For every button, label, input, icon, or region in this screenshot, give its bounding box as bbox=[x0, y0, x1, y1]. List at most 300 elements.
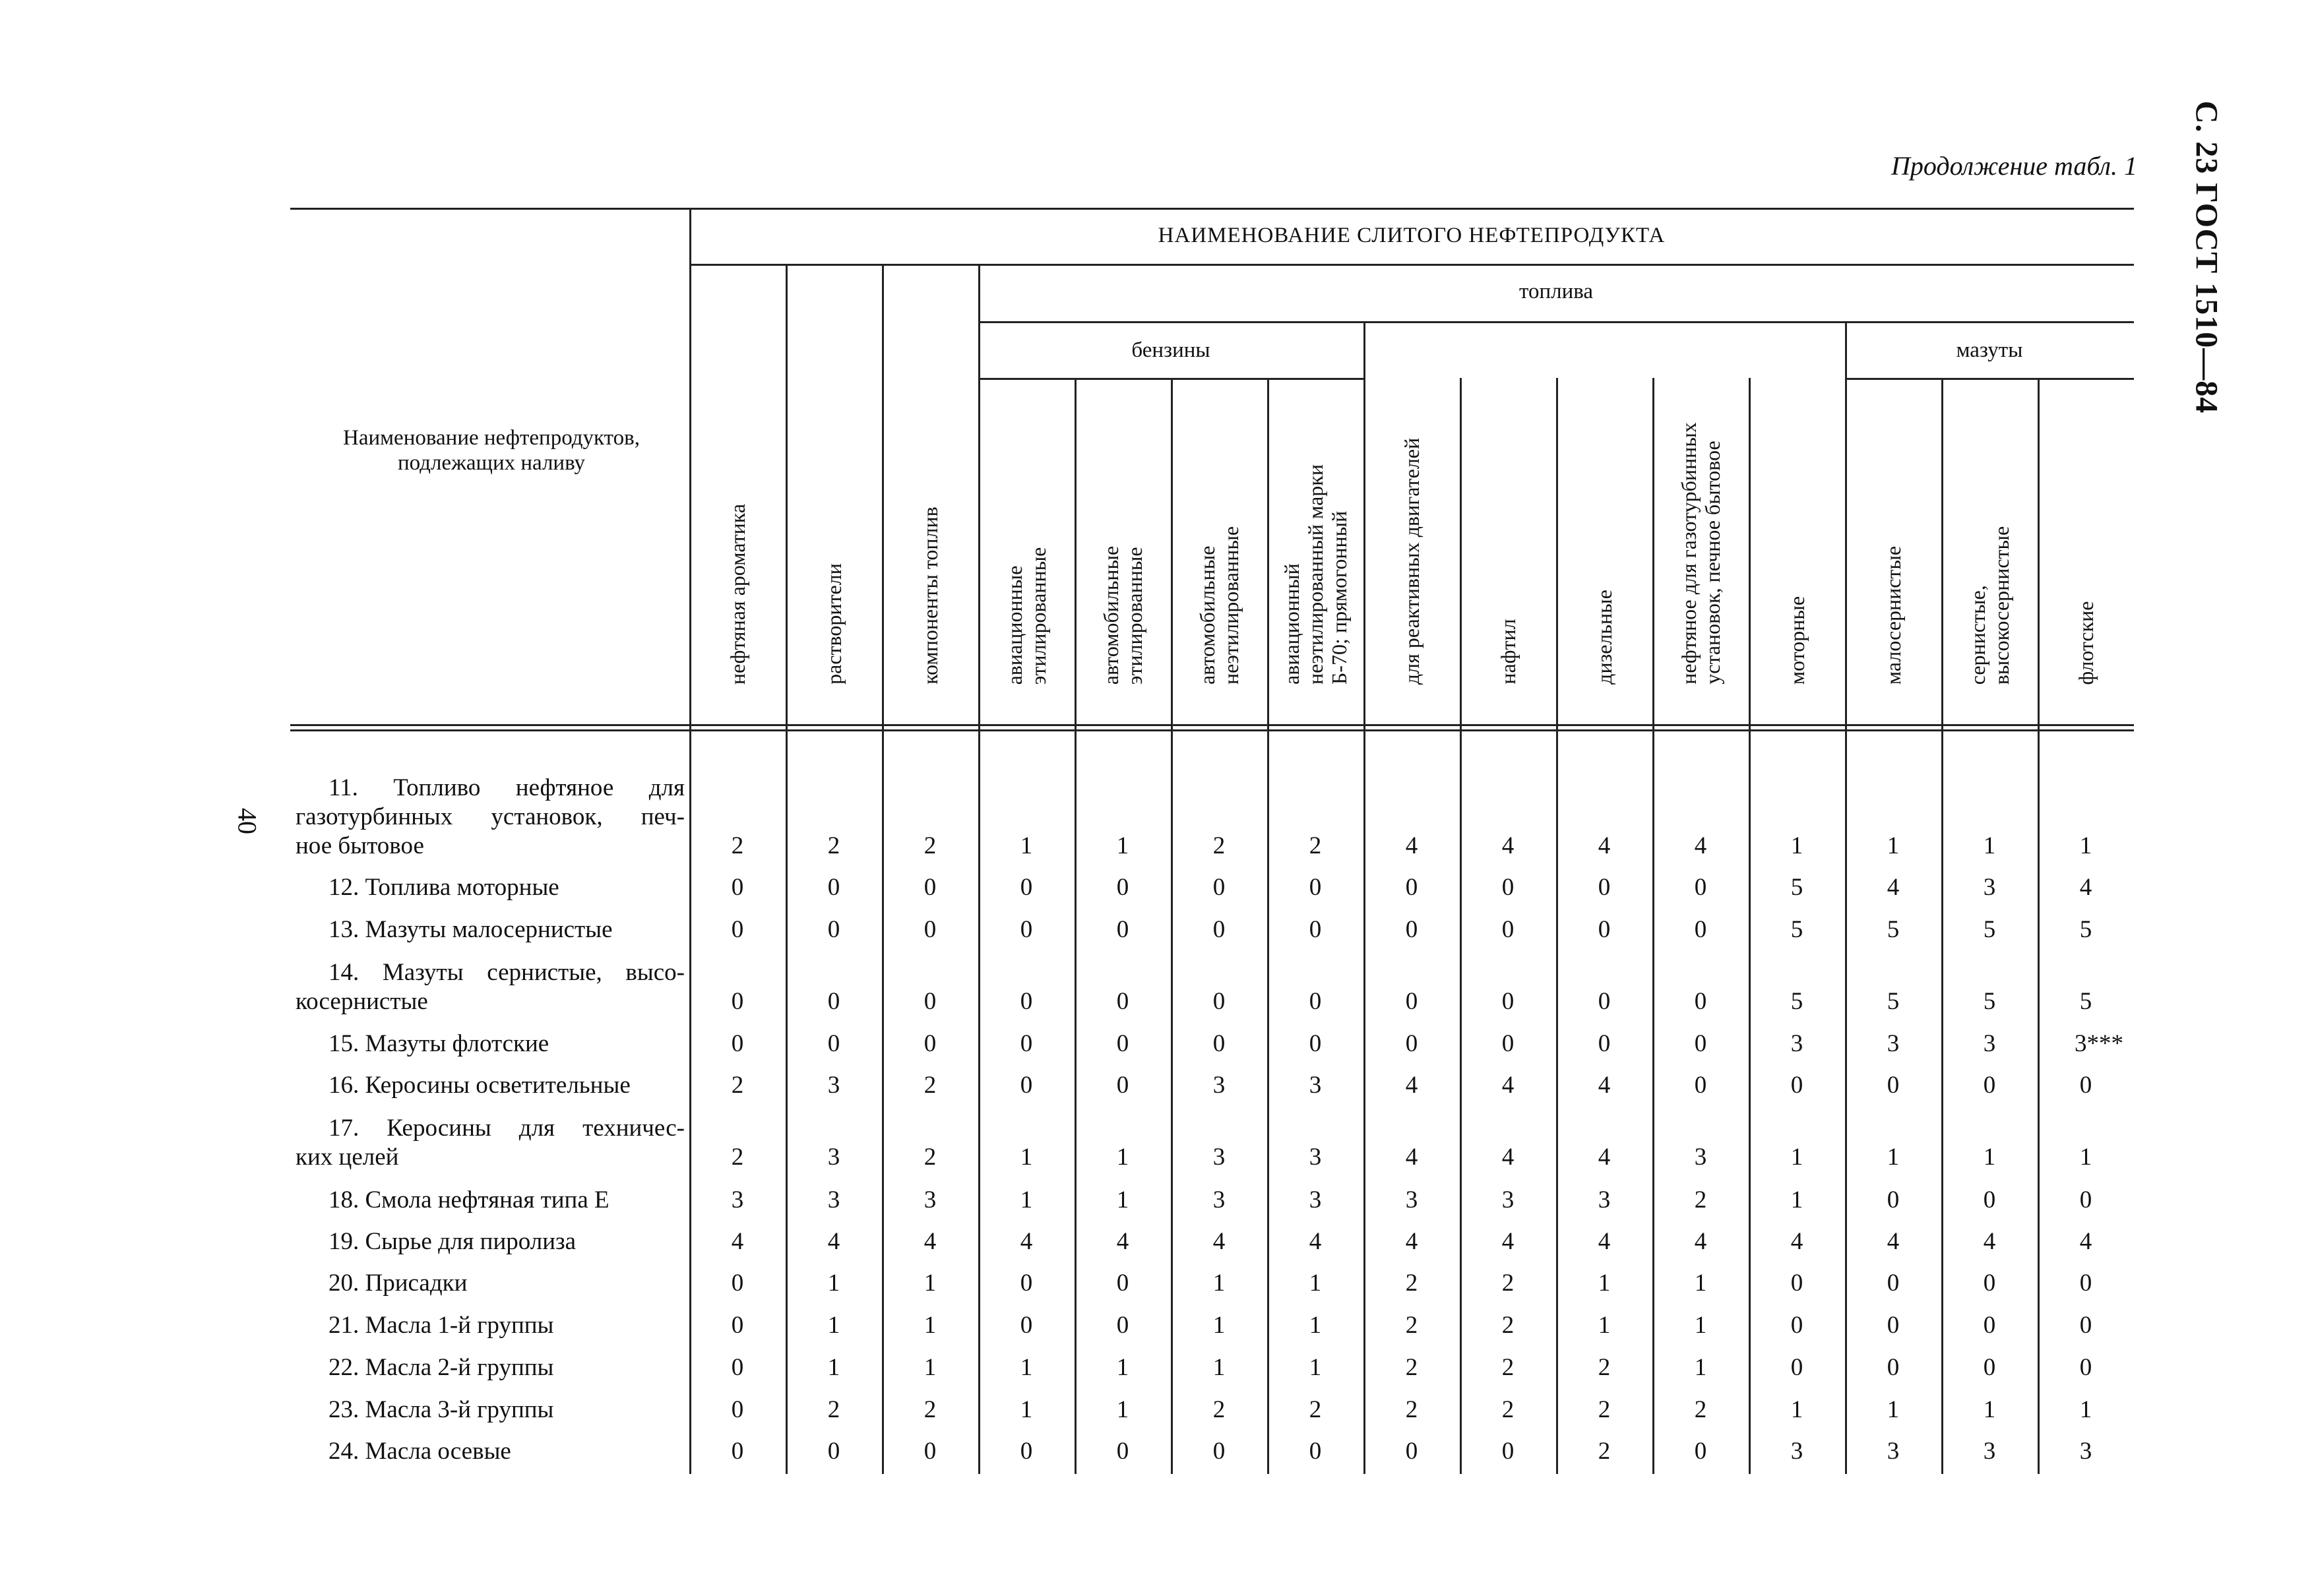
table-cell: 4 bbox=[1405, 1072, 1418, 1099]
column-header-text bbox=[1400, 438, 1423, 685]
table-cell: 4 bbox=[1309, 1228, 1322, 1255]
table-cell: 0 bbox=[1405, 1438, 1418, 1465]
table-cell: 5 bbox=[1983, 916, 1996, 943]
table-cell: 4 bbox=[1694, 1228, 1707, 1255]
table-cell: 3 bbox=[1694, 1144, 1707, 1171]
row-label-line: 11. Топливо нефтяное для bbox=[328, 774, 685, 801]
row-label-line: 21. Масла 1-й группы bbox=[328, 1312, 554, 1339]
table-cell: 0 bbox=[1887, 1312, 1900, 1339]
table-top-rule bbox=[290, 208, 2134, 210]
table-cell: 4 bbox=[1405, 1144, 1418, 1171]
table-cell: 1 bbox=[1983, 832, 1996, 859]
table-cell: 1 bbox=[1694, 1270, 1707, 1297]
column-header-text bbox=[1592, 590, 1616, 685]
table-cell: 4 bbox=[1598, 1072, 1611, 1099]
row-label-line: 14. Мазуты сернистые, высо- bbox=[328, 959, 685, 986]
table-cell: 0 bbox=[827, 1438, 840, 1465]
row-label bbox=[296, 915, 685, 944]
row-name-header bbox=[297, 425, 686, 476]
table-cell: 1 bbox=[827, 1354, 840, 1381]
column-header-text bbox=[1677, 423, 1724, 685]
table-cell: 4 bbox=[1020, 1228, 1033, 1255]
table-cell: 2 bbox=[923, 1396, 937, 1423]
table-cell: 1 bbox=[1887, 1144, 1900, 1171]
table-cell: 1 bbox=[1020, 1354, 1033, 1381]
table-cell: 3 bbox=[1983, 874, 1996, 901]
column-header-line: автомобильные bbox=[1099, 545, 1123, 685]
column-header bbox=[1195, 526, 1243, 685]
table-cell: 2 bbox=[1694, 1186, 1707, 1213]
table-cell: 0 bbox=[1212, 916, 1226, 943]
table-cell: 0 bbox=[2079, 1270, 2092, 1297]
table-cell: 3 bbox=[1790, 1030, 1803, 1057]
row-label bbox=[296, 774, 685, 861]
table-cell: 3 bbox=[1309, 1072, 1322, 1099]
table-cell: 2 bbox=[1309, 832, 1322, 859]
table-cell: 0 bbox=[1116, 1072, 1129, 1099]
table-cell: 0 bbox=[2079, 1312, 2092, 1339]
column-header bbox=[1966, 526, 2013, 685]
row-label bbox=[296, 1186, 685, 1215]
main-header: НАИМЕНОВАНИЕ СЛИТОГО НЕФТЕПРОДУКТА bbox=[1158, 224, 1666, 247]
table-cell: 5 bbox=[1983, 988, 1996, 1015]
table-cell: 3 bbox=[1887, 1030, 1900, 1057]
table-cell: 0 bbox=[1116, 874, 1129, 901]
table-cell: 0 bbox=[827, 1030, 840, 1057]
table-cell: 0 bbox=[731, 1270, 744, 1297]
table-cell: 0 bbox=[923, 1438, 937, 1465]
table-cell: 0 bbox=[1694, 1072, 1707, 1099]
table-cell: 1 bbox=[1309, 1312, 1322, 1339]
table-cell: 2 bbox=[731, 1072, 744, 1099]
table-cell: 5 bbox=[2079, 916, 2092, 943]
table-cell: 3 bbox=[1212, 1144, 1226, 1171]
column-header bbox=[1003, 547, 1050, 685]
table-cell: 3 bbox=[1887, 1438, 1900, 1465]
gasolines-group-label: бензины bbox=[1131, 338, 1210, 362]
table-cell: 1 bbox=[923, 1270, 937, 1297]
table-cell: 0 bbox=[1212, 1438, 1226, 1465]
table-cell: 1 bbox=[1020, 832, 1033, 859]
table-cell: 1 bbox=[1790, 1396, 1803, 1423]
row-label-line: 23. Масла 3-й группы bbox=[328, 1396, 554, 1423]
table-cell: 3 bbox=[1983, 1438, 1996, 1465]
column-header bbox=[1592, 590, 1616, 685]
table-cell: 0 bbox=[1212, 1030, 1226, 1057]
column-header-text bbox=[1195, 526, 1243, 685]
table-cell: 3 bbox=[1212, 1186, 1226, 1213]
table-cell: 3 bbox=[731, 1186, 744, 1213]
table-cell: 2 bbox=[1309, 1396, 1322, 1423]
table-cell: 4 bbox=[2079, 874, 2092, 901]
column-header-line: дизельные bbox=[1592, 590, 1616, 685]
table-cell: 3 bbox=[827, 1186, 840, 1213]
table-cell: 4 bbox=[1598, 1144, 1611, 1171]
table-cell: 0 bbox=[1694, 1438, 1707, 1465]
row-label-line: 24. Масла осевые bbox=[328, 1438, 511, 1465]
table-cell: 0 bbox=[1116, 1270, 1129, 1297]
table-cell: 1 bbox=[1116, 832, 1129, 859]
table-cell: 0 bbox=[1694, 1030, 1707, 1057]
column-header-line: высокосернистые bbox=[1989, 526, 2013, 685]
table-cell: 1 bbox=[1212, 1354, 1226, 1381]
column-header-line: Б-70; прямогонный bbox=[1327, 510, 1351, 685]
row-label-line: ких целей bbox=[296, 1144, 399, 1171]
fuels-group-rule bbox=[978, 321, 2134, 323]
column-header bbox=[1280, 464, 1351, 685]
table-cell: 0 bbox=[1116, 988, 1129, 1015]
table-cell: 0 bbox=[1983, 1312, 1996, 1339]
row-label-line: газотурбинных установок, печ- bbox=[296, 803, 685, 830]
row-name-header-line: подлежащих наливу bbox=[397, 451, 586, 475]
table-cell: 2 bbox=[1501, 1396, 1515, 1423]
table-cell: 2 bbox=[923, 1144, 937, 1171]
table-cell: 0 bbox=[1405, 916, 1418, 943]
table-cell: 0 bbox=[1598, 874, 1611, 901]
table-cell: 0 bbox=[1020, 916, 1033, 943]
table-cell: 1 bbox=[1983, 1396, 1996, 1423]
column-header-text bbox=[1280, 464, 1351, 685]
table-cell: 2 bbox=[923, 832, 937, 859]
table-cell: 1 bbox=[1309, 1270, 1322, 1297]
table-cell: 3 bbox=[827, 1072, 840, 1099]
table-cell: 0 bbox=[1309, 1438, 1322, 1465]
table-cell: 1 bbox=[1020, 1144, 1033, 1171]
table-cell: 1 bbox=[1887, 832, 1900, 859]
row-label-line: 17. Керосины для техничес- bbox=[328, 1115, 685, 1142]
table-cell: 0 bbox=[1309, 1030, 1322, 1057]
table-cell: 2 bbox=[1694, 1396, 1707, 1423]
table-cell: 3 bbox=[1983, 1030, 1996, 1057]
column-header-text bbox=[1003, 547, 1050, 685]
column-header-text bbox=[2074, 601, 2098, 685]
table-cell: 0 bbox=[1020, 1072, 1033, 1099]
row-label-line: 12. Топлива моторные bbox=[328, 874, 559, 901]
column-header-text bbox=[822, 563, 846, 685]
table-cell: 1 bbox=[1790, 832, 1803, 859]
fuels-group-label: топлива bbox=[1518, 280, 1594, 303]
table-cell: 2 bbox=[1501, 1354, 1515, 1381]
table-cell: 3 bbox=[1598, 1186, 1611, 1213]
table-cell: 2 bbox=[1405, 1312, 1418, 1339]
column-header-line: нефтяное для газотурбинных bbox=[1677, 422, 1701, 685]
table-cell: 1 bbox=[827, 1312, 840, 1339]
table-cell: 0 bbox=[1020, 1312, 1033, 1339]
table-cell: 0 bbox=[1598, 988, 1611, 1015]
table-cell: 0 bbox=[1309, 988, 1322, 1015]
table-cell: 4 bbox=[1501, 1228, 1515, 1255]
table-cell: 4 bbox=[1116, 1228, 1129, 1255]
column-header-line: этилированные bbox=[1026, 547, 1050, 685]
table-cell: 1 bbox=[1598, 1270, 1611, 1297]
table-cell: 0 bbox=[2079, 1186, 2092, 1213]
column-header-line: компоненты топлив bbox=[918, 506, 942, 685]
table-cell: 0 bbox=[923, 916, 937, 943]
table-cell: 1 bbox=[1212, 1270, 1226, 1297]
column-header-line: сернистые, bbox=[1966, 585, 1989, 685]
table-cell: 0 bbox=[1501, 916, 1515, 943]
table-cell: 0 bbox=[2079, 1072, 2092, 1099]
table-cell: 0 bbox=[1501, 1438, 1515, 1465]
table-cell: 4 bbox=[1598, 832, 1611, 859]
row-label bbox=[296, 1311, 685, 1340]
row-label bbox=[296, 1437, 685, 1466]
table-cell: 0 bbox=[1598, 1030, 1611, 1057]
row-label bbox=[296, 1071, 685, 1100]
table-cell: 1 bbox=[1598, 1312, 1611, 1339]
table-cell: 0 bbox=[1309, 916, 1322, 943]
table-cell: 0 bbox=[1405, 874, 1418, 901]
table-cell: 5 bbox=[1887, 916, 1900, 943]
header-bottom-rule bbox=[290, 724, 2134, 726]
row-label-line: 18. Смола нефтяная типа Е bbox=[328, 1186, 610, 1213]
table-cell: 0 bbox=[731, 1438, 744, 1465]
table-cell: 0 bbox=[1887, 1270, 1900, 1297]
table-cell: 4 bbox=[1983, 1228, 1996, 1255]
table-cell: 0 bbox=[827, 988, 840, 1015]
column-header-line: автомобильные bbox=[1195, 545, 1219, 685]
table-cell: 4 bbox=[923, 1228, 937, 1255]
table-cell: 3 bbox=[923, 1186, 937, 1213]
row-label bbox=[296, 1269, 685, 1298]
column-header-text bbox=[1785, 596, 1809, 685]
table-cell: 0 bbox=[1598, 916, 1611, 943]
table-cell: 1 bbox=[1116, 1186, 1129, 1213]
table-cell: 0 bbox=[1887, 1072, 1900, 1099]
table-cell: 0 bbox=[1501, 988, 1515, 1015]
table-cell: 3 bbox=[827, 1144, 840, 1171]
table-cell: 0 bbox=[1790, 1072, 1803, 1099]
table-cell: 1 bbox=[1790, 1144, 1803, 1171]
table-cell: 1 bbox=[1694, 1354, 1707, 1381]
row-label bbox=[296, 1353, 685, 1382]
column-header-line: малосернистые bbox=[1881, 545, 1905, 685]
document-title-text: С. 23 ГОСТ 1510—84 bbox=[2189, 100, 2224, 414]
main-header-rule bbox=[689, 264, 2134, 266]
column-header-line: неэтилированные bbox=[1219, 526, 1243, 685]
table-cell: 4 bbox=[1694, 832, 1707, 859]
table-cell: 5 bbox=[1790, 874, 1803, 901]
table-cell: 0 bbox=[1790, 1270, 1803, 1297]
table-cell: 0 bbox=[731, 1030, 744, 1057]
table-cell: 1 bbox=[1309, 1354, 1322, 1381]
table-cell: 0 bbox=[1116, 1312, 1129, 1339]
table-cell: 2 bbox=[1598, 1354, 1611, 1381]
column-header-line: нефтяная ароматика bbox=[726, 503, 749, 685]
table-cell: 2 bbox=[1405, 1270, 1418, 1297]
table-cell: 0 bbox=[1983, 1270, 1996, 1297]
row-label bbox=[296, 1114, 685, 1172]
table-cell: 3 bbox=[1309, 1186, 1322, 1213]
table-cell: 2 bbox=[923, 1072, 937, 1099]
row-label bbox=[296, 1029, 685, 1059]
table-cell: 3 bbox=[1501, 1186, 1515, 1213]
table-cell: 2 bbox=[1405, 1354, 1418, 1381]
table-cell: 2 bbox=[731, 1144, 744, 1171]
column-header-text bbox=[726, 504, 749, 685]
table-cell: 0 bbox=[1020, 988, 1033, 1015]
table-cell: 2 bbox=[1212, 832, 1226, 859]
table-cell: 4 bbox=[1598, 1228, 1611, 1255]
row-label bbox=[296, 1396, 685, 1425]
table-cell: 4 bbox=[1790, 1228, 1803, 1255]
column-header-text bbox=[1966, 526, 2013, 685]
page-number-text: 40 bbox=[232, 808, 263, 834]
table-cell: 1 bbox=[2079, 832, 2092, 859]
table-cell: 0 bbox=[1983, 1354, 1996, 1381]
table-cell: 0 bbox=[1020, 1270, 1033, 1297]
table-cell: 4 bbox=[1501, 1072, 1515, 1099]
table-cell: 1 bbox=[1212, 1312, 1226, 1339]
table-cell: 3 bbox=[1405, 1186, 1418, 1213]
table-cell: 0 bbox=[1212, 988, 1226, 1015]
column-header-line: для реактивных двигателей bbox=[1400, 437, 1423, 685]
table-cell: 1 bbox=[1116, 1396, 1129, 1423]
column-header-line: авиационный bbox=[1280, 563, 1303, 685]
table-cell: 4 bbox=[1212, 1228, 1226, 1255]
table-cell: 1 bbox=[923, 1354, 937, 1381]
row-label bbox=[296, 873, 685, 902]
table-cell: 0 bbox=[731, 1354, 744, 1381]
table-cell: 2 bbox=[1405, 1396, 1418, 1423]
table-cell: 0 bbox=[1694, 874, 1707, 901]
table-cell: 2 bbox=[1212, 1396, 1226, 1423]
table-cell: 0 bbox=[1405, 1030, 1418, 1057]
column-header-text bbox=[1496, 619, 1520, 685]
document-title bbox=[2189, 100, 2224, 414]
table-cell: 0 bbox=[1116, 1030, 1129, 1057]
table-cell: 0 bbox=[1309, 874, 1322, 901]
row-label-line: ное бытовое bbox=[296, 832, 424, 859]
row-label-line: 22. Масла 2-й группы bbox=[328, 1354, 554, 1381]
table-cell: 4 bbox=[731, 1228, 744, 1255]
table-cell: 4 bbox=[1405, 1228, 1418, 1255]
table-cell: 0 bbox=[923, 1030, 937, 1057]
row-label-line: 16. Керосины осветительные bbox=[328, 1072, 631, 1099]
table-cell: 0 bbox=[923, 988, 937, 1015]
column-header-line: этилированные bbox=[1123, 547, 1146, 685]
row-label bbox=[296, 958, 685, 1016]
table-cell: 0 bbox=[1694, 988, 1707, 1015]
table-cell: 0 bbox=[1887, 1354, 1900, 1381]
table-cell: 4 bbox=[1405, 832, 1418, 859]
row-name-header-line: Наименование нефтепродуктов, bbox=[343, 426, 640, 450]
table-cell: 0 bbox=[827, 916, 840, 943]
table-cell: 0 bbox=[731, 1396, 744, 1423]
column-header-text bbox=[1881, 546, 1905, 685]
table-cell: 0 bbox=[1020, 874, 1033, 901]
table-cell: 4 bbox=[2079, 1228, 2092, 1255]
table-cell: 4 bbox=[1501, 1144, 1515, 1171]
column-header-text bbox=[1099, 545, 1146, 685]
header-bottom-rule-double bbox=[290, 729, 2134, 731]
page-number bbox=[232, 808, 263, 834]
table-cell: 0 bbox=[731, 988, 744, 1015]
table-cell: 0 bbox=[923, 874, 937, 901]
table-cell: 1 bbox=[1790, 1186, 1803, 1213]
table-cell: 0 bbox=[1694, 916, 1707, 943]
table-cell: 1 bbox=[1116, 1354, 1129, 1381]
table-cell: 2 bbox=[1501, 1270, 1515, 1297]
row-label-line: 15. Мазуты флотские bbox=[328, 1030, 549, 1057]
table-cell: 0 bbox=[1887, 1186, 1900, 1213]
table-cell: 0 bbox=[827, 874, 840, 901]
table-cell: 1 bbox=[2079, 1396, 2092, 1423]
table-cell: 1 bbox=[1116, 1144, 1129, 1171]
table-cell: 0 bbox=[1405, 988, 1418, 1015]
table-cell: 2 bbox=[827, 1396, 840, 1423]
table-cell: 5 bbox=[1790, 988, 1803, 1015]
table-cell: 1 bbox=[827, 1270, 840, 1297]
table-cell: 0 bbox=[1790, 1354, 1803, 1381]
table-cell: 1 bbox=[1887, 1396, 1900, 1423]
fuel-oils-group-rule bbox=[1845, 378, 2134, 380]
continuation-note: Продолжение табл. 1 bbox=[1891, 151, 2137, 181]
row-label-line: косернистые bbox=[296, 988, 428, 1015]
row-label-line: 20. Присадки bbox=[328, 1270, 468, 1297]
table-cell: 0 bbox=[1983, 1186, 1996, 1213]
table-cell: 0 bbox=[1790, 1312, 1803, 1339]
table-cell: 1 bbox=[1694, 1312, 1707, 1339]
column-header-line: моторные bbox=[1785, 596, 1809, 685]
table-cell: 0 bbox=[2079, 1354, 2092, 1381]
table-cell: 0 bbox=[1501, 874, 1515, 901]
table-cell: 2 bbox=[731, 832, 744, 859]
column-header bbox=[726, 503, 749, 685]
table-cell: 1 bbox=[1020, 1396, 1033, 1423]
column-header-line: флотские bbox=[2074, 601, 2098, 685]
column-header-line: неэтилированный марки bbox=[1303, 464, 1327, 685]
table-cell: 4 bbox=[1887, 874, 1900, 901]
table-cell: 0 bbox=[1983, 1072, 1996, 1099]
table-cell: 3 bbox=[2079, 1438, 2092, 1465]
row-label-line: 13. Мазуты малосернистые bbox=[328, 916, 613, 943]
column-header-text bbox=[918, 506, 942, 685]
table-cell: 0 bbox=[731, 916, 744, 943]
table-cell: 2 bbox=[1501, 1312, 1515, 1339]
table-cell: 1 bbox=[1983, 1144, 1996, 1171]
row-label-line: 19. Сырье для пиролиза bbox=[328, 1228, 577, 1255]
table-cell: 0 bbox=[1116, 1438, 1129, 1465]
row-label bbox=[296, 1227, 685, 1256]
table-cell: 2 bbox=[1598, 1438, 1611, 1465]
column-header bbox=[1881, 545, 1905, 685]
table-cell: 1 bbox=[2079, 1144, 2092, 1171]
table-cell: 4 bbox=[1887, 1228, 1900, 1255]
table-cell: 0 bbox=[731, 1312, 744, 1339]
table-cell: 4 bbox=[827, 1228, 840, 1255]
table-cell: 2 bbox=[1598, 1396, 1611, 1423]
table-cell: 3 bbox=[1212, 1072, 1226, 1099]
fuel-oils-group-label: мазуты bbox=[1956, 338, 2023, 362]
table-cell: 3 bbox=[1790, 1438, 1803, 1465]
table-cell: 5 bbox=[1887, 988, 1900, 1015]
table-cell: 3 bbox=[1309, 1144, 1322, 1171]
table-cell: 0 bbox=[1020, 1030, 1033, 1057]
table-cell: 1 bbox=[923, 1312, 937, 1339]
table-cell: 0 bbox=[1020, 1438, 1033, 1465]
column-header-line: растворители bbox=[822, 563, 846, 685]
table-cell: 4 bbox=[1501, 832, 1515, 859]
table-cell: 1 bbox=[1020, 1186, 1033, 1213]
column-header bbox=[1785, 596, 1809, 685]
table-cell: 0 bbox=[1116, 916, 1129, 943]
column-header-line: авиационные bbox=[1003, 565, 1026, 685]
column-header-line: нафтил bbox=[1496, 619, 1520, 685]
table-cell: 0 bbox=[1501, 1030, 1515, 1057]
column-header-line: установок, печное бытовое bbox=[1701, 441, 1724, 685]
table-cell: 5 bbox=[2079, 988, 2092, 1015]
